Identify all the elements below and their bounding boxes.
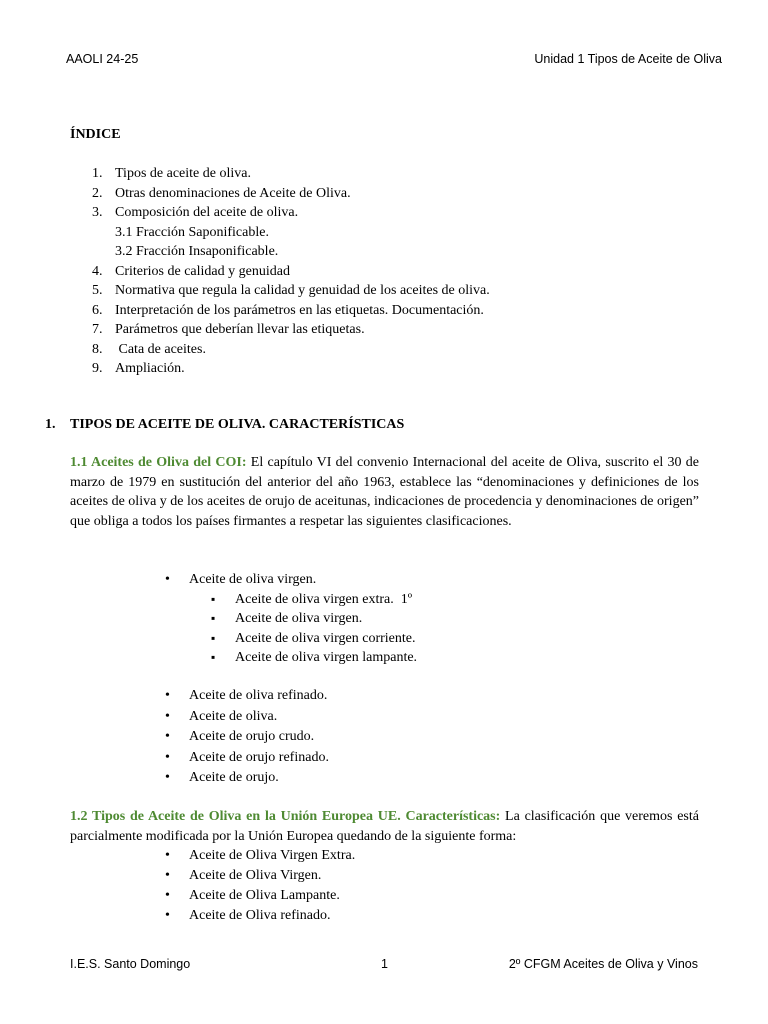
list-item: • Aceite de oliva refinado. <box>189 686 329 707</box>
section-1-title: 1. TIPOS DE ACEITE DE OLIVA. CARACTERÍSTICAS <box>45 417 405 432</box>
list-item: • Aceite de Oliva Virgen. <box>189 866 355 886</box>
index-subitem: 3.1 Fracción Saponificable. <box>115 224 269 240</box>
footer-right: 2º CFGM Aceites de Oliva y Vinos <box>508 957 698 971</box>
index-item: 5. Normativa que regula la calidad y genuidad de los aceites de oliva. <box>92 283 490 298</box>
list-item: ▪ Aceite de oliva virgen lampante. <box>235 648 417 668</box>
index-item: 4. Criterios de calidad y genuidad <box>92 263 290 279</box>
index-item: 1. Tipos de aceite de oliva. <box>92 166 251 181</box>
header-left: AAOLI 24-25 <box>66 52 139 66</box>
other-oil-list <box>189 686 329 789</box>
index-list <box>70 164 490 379</box>
index-item: 9. Ampliación. <box>92 361 185 376</box>
index-item: 8. Cata de aceites. <box>92 341 206 357</box>
list-item: • Aceite de orujo refinado. <box>189 748 329 769</box>
page-number: 1 <box>381 957 388 971</box>
eu-oil-list <box>189 846 355 926</box>
section-1-2-paragraph: 1.2 Tipos de Aceite de Oliva en la Unión Europea UE. Características: La clasificación que veremos está parcialmente modificada por la Unión Europea quedando de la siguiente forma: <box>70 809 699 844</box>
list-item: • Aceite de Oliva Lampante. <box>189 886 355 906</box>
list-item: • Aceite de oliva virgen. ▪ Aceite de oliva virgen extra. 1º ▪ Aceite de oliva virgen. ▪ Aceite de oliva virgen corriente. ▪ Aceite de oliva virgen lampante. <box>189 570 417 668</box>
list-item: ▪ Aceite de oliva virgen extra. 1º <box>235 590 417 610</box>
index-item: 2. Otras denominaciones de Aceite de Oliva. <box>92 185 351 201</box>
index-item: 3. Composición del aceite de oliva. <box>92 205 299 220</box>
list-item: • Aceite de orujo crudo. <box>189 727 329 748</box>
index-title: ÍNDICE <box>70 127 121 142</box>
virgin-oil-sublist <box>189 590 417 668</box>
header-right: Unidad 1 Tipos de Aceite de Oliva <box>534 52 722 66</box>
section-1-1-heading: 1.1 Aceites de Oliva del COI: <box>70 455 247 470</box>
list-item: • Aceite de orujo. <box>189 768 329 789</box>
index-item: 7. Parámetros que deberían llevar las etiquetas. <box>92 322 365 337</box>
virgin-oil-list <box>189 570 417 668</box>
list-item: ▪ Aceite de oliva virgen. <box>235 609 417 629</box>
list-item: • Aceite de Oliva refinado. <box>189 906 355 926</box>
index-subitem: 3.2 Fracción Insaponificable. <box>115 244 279 259</box>
list-item: • Aceite de oliva. <box>189 707 329 728</box>
list-item: • Aceite de Oliva Virgen Extra. <box>189 846 355 866</box>
section-1-2-heading: 1.2 Tipos de Aceite de Oliva en la Unión Europea UE. Características: <box>70 809 501 824</box>
footer-left: I.E.S. Santo Domingo <box>70 957 191 971</box>
index-item: 6. Interpretación de los parámetros en las etiquetas. Documentación. <box>92 302 484 318</box>
section-1-1-paragraph: 1.1 Aceites de Oliva del COI: El capítulo VI del convenio Internacional del aceite de Oliva, suscrito el 30 de marzo de 1979 en sustitución del anterior del año 1963, establece las “denominaciones y definiciones de los aceites de oliva y de los aceites de orujo de aceitunas, indicaciones de procedencia y denominaciones de origen” que obliga a todos los países firmantes a respetar las siguientes clasificaciones. <box>70 455 699 529</box>
list-item: ▪ Aceite de oliva virgen corriente. <box>235 629 417 649</box>
